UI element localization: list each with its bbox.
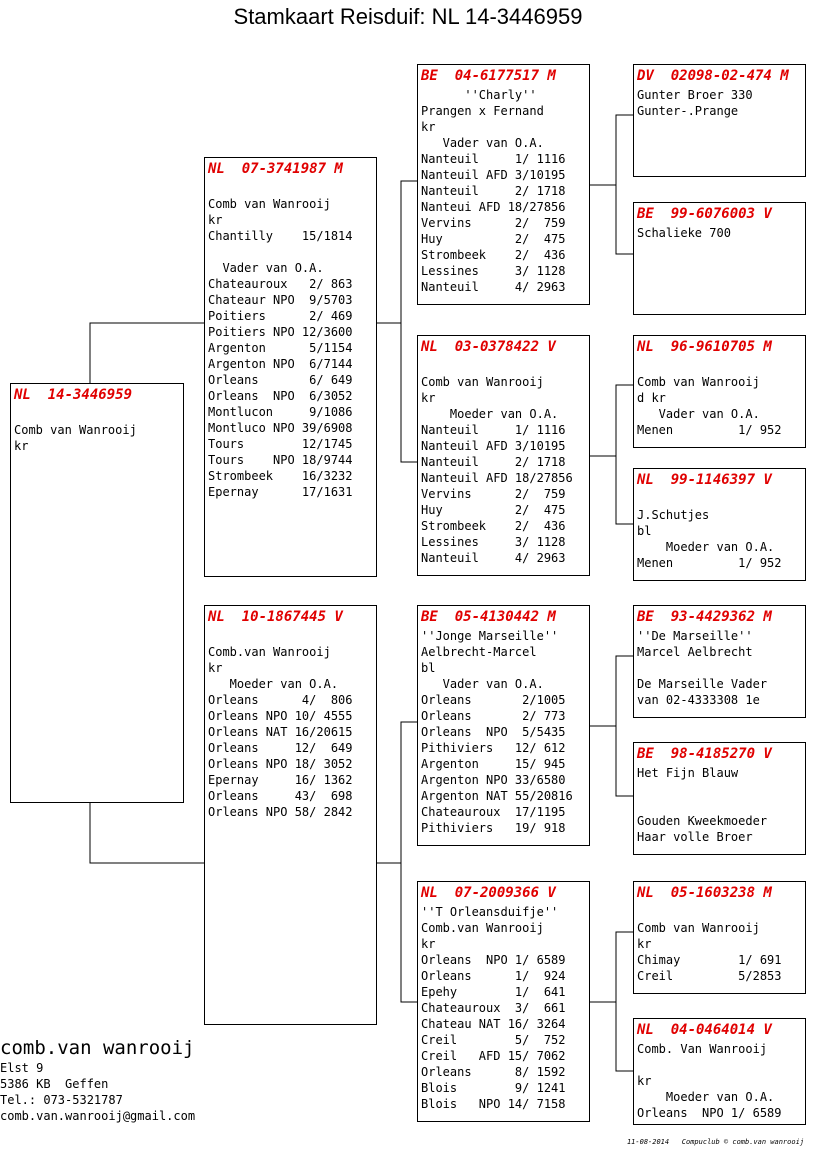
paternal-grandmother-details	[421, 358, 586, 566]
detail-line: Moeder van O.A.	[637, 540, 775, 554]
great-grandparent-card-fmf	[633, 335, 806, 448]
detail-line: Chateau NAT 16/ 3264	[421, 1017, 566, 1031]
great-grandparent-details	[637, 628, 802, 708]
detail-line: bl	[421, 661, 436, 675]
detail-line: Gouden Kweekmoeder	[637, 814, 768, 828]
great-grandparent-card-mfm	[633, 742, 806, 855]
detail-line: Nanteuil AFD 3/10195	[421, 168, 566, 182]
paternal-grandfather-ring-number: BE 04-6177517 M	[421, 68, 556, 84]
detail-line: Strombeek 2/ 436	[421, 248, 566, 262]
detail-line: Epernay 17/1631	[208, 485, 353, 499]
great-grandparent-card-fmm	[633, 468, 806, 581]
detail-line: Creil AFD 15/ 7062	[421, 1049, 566, 1063]
detail-line: ''De Marseille''	[637, 629, 753, 643]
detail-line: kr	[421, 120, 436, 134]
detail-line: Pithiviers 19/ 918	[421, 821, 566, 835]
detail-line	[637, 797, 802, 813]
detail-line: Creil 5/ 752	[421, 1033, 566, 1047]
detail-line: Nanteuil 4/ 2963	[421, 551, 566, 565]
detail-line: Comb van Wanrooij	[421, 375, 544, 389]
detail-line	[637, 358, 802, 374]
detail-line: Comb van Wanrooij	[14, 423, 137, 437]
detail-line: Nanteuil 2/ 1718	[421, 184, 566, 198]
detail-line: Orleans 8/ 1592	[421, 1065, 566, 1079]
detail-line: Orleans 2/ 773	[421, 709, 566, 723]
subject-details	[14, 406, 180, 454]
detail-line: ''Jonge Marseille''	[421, 629, 559, 643]
great-grandparent-ring-number: BE 98-4185270 V	[637, 746, 772, 762]
detail-line: Chateauroux 2/ 863	[208, 277, 353, 291]
detail-line: Orleans NPO 10/ 4555	[208, 709, 353, 723]
detail-line: Epehy 1/ 641	[421, 985, 566, 999]
detail-line: Vader van O.A.	[421, 136, 544, 150]
detail-line	[637, 491, 802, 507]
father-details	[208, 180, 373, 500]
detail-line: Orleans NPO 58/ 2842	[208, 805, 353, 819]
great-grandparent-ring-number: BE 93-4429362 M	[637, 609, 772, 625]
detail-line: kr	[637, 937, 652, 951]
great-grandparent-details	[637, 225, 802, 241]
detail-line: Vader van O.A.	[637, 407, 760, 421]
detail-line	[637, 781, 802, 797]
owner-address: Elst 9	[0, 1061, 44, 1075]
detail-line: Orleans NPO 5/5435	[421, 725, 566, 739]
detail-line: Tours NPO 18/9744	[208, 453, 353, 467]
detail-line: Aelbrecht-Marcel	[421, 645, 537, 659]
detail-line: Chateauroux 17/1195	[421, 805, 566, 819]
detail-line: Comb. Van Wanrooij	[637, 1042, 768, 1056]
detail-line: Menen 1/ 952	[637, 423, 782, 437]
subject-ring-number: NL 14-3446959	[14, 387, 133, 403]
detail-line: Het Fijn Blauw	[637, 766, 739, 780]
detail-line: Poitiers NPO 12/3600	[208, 325, 353, 339]
great-grandparent-ring-number: BE 99-6076003 V	[637, 206, 772, 222]
detail-line: Nanteuil 1/ 1116	[421, 152, 566, 166]
detail-line: Nanteuil 1/ 1116	[421, 423, 566, 437]
detail-line: Blois NPO 14/ 7158	[421, 1097, 566, 1111]
detail-line: Orleans 1/ 924	[421, 969, 566, 983]
paternal-grandmother-card	[417, 335, 590, 576]
detail-line: Tours 12/1745	[208, 437, 353, 451]
detail-line: Argenton NPO 33/6580	[421, 773, 566, 787]
mother-card	[204, 605, 377, 1025]
detail-line: Orleans NPO 1/ 6589	[637, 1106, 782, 1120]
mother-details	[208, 628, 373, 820]
detail-line: Epernay 16/ 1362	[208, 773, 353, 787]
father-card	[204, 157, 377, 577]
detail-line: Lessines 3/ 1128	[421, 264, 566, 278]
detail-line	[14, 406, 180, 422]
great-grandparent-details	[637, 1041, 802, 1121]
great-grandparent-ring-number: NL 96-9610705 M	[637, 339, 772, 355]
detail-line: bl	[637, 524, 652, 538]
detail-line: ''T Orleansduifje''	[421, 905, 559, 919]
detail-line: Gunter-.Prange	[637, 104, 739, 118]
detail-line: Vader van O.A.	[421, 677, 544, 691]
detail-line: ''Charly''	[421, 88, 537, 102]
owner-phone: Tel.: 073-5321787	[0, 1093, 123, 1107]
detail-line	[208, 244, 373, 260]
detail-line: Comb van Wanrooij	[208, 197, 331, 211]
detail-line: Vader van O.A.	[208, 261, 324, 275]
detail-line: Comb van Wanrooij	[637, 375, 760, 389]
father-ring-number: NL 07-3741987 M	[208, 161, 343, 177]
detail-line: Comb.van Wanrooij	[421, 921, 544, 935]
detail-line: Nanteuil AFD 18/27856	[421, 471, 573, 485]
detail-line: Blois 9/ 1241	[421, 1081, 566, 1095]
detail-line: Orleans NPO 6/3052	[208, 389, 353, 403]
detail-line: Poitiers 2/ 469	[208, 309, 353, 323]
maternal-grandmother-card	[417, 881, 590, 1122]
great-grandparent-ring-number: DV 02098-02-474 M	[637, 68, 789, 84]
detail-line: De Marseille Vader	[637, 677, 768, 691]
detail-line: Haar volle Broer	[637, 830, 753, 844]
detail-line: Montluco NPO 39/6908	[208, 421, 353, 435]
detail-line: kr	[208, 213, 223, 227]
detail-line: Orleans 6/ 649	[208, 373, 353, 387]
detail-line: van 02-4333308 1e	[637, 693, 760, 707]
detail-line: d kr	[637, 391, 666, 405]
paternal-grandmother-ring-number: NL 03-0378422 V	[421, 339, 556, 355]
detail-line: kr	[421, 937, 436, 951]
detail-line: Orleans 12/ 649	[208, 741, 353, 755]
detail-line: Orleans 4/ 806	[208, 693, 353, 707]
paternal-grandfather-details	[421, 87, 586, 295]
detail-line	[421, 358, 586, 374]
detail-line: Chantilly 15/1814	[208, 229, 353, 243]
detail-line: Moeder van O.A.	[208, 677, 339, 691]
detail-line: Orleans NAT 16/20615	[208, 725, 353, 739]
detail-line: Gunter Broer 330	[637, 88, 753, 102]
subject-card	[10, 383, 184, 803]
maternal-grandfather-card	[417, 605, 590, 846]
great-grandparent-ring-number: NL 99-1146397 V	[637, 472, 772, 488]
detail-line: Nanteuil 2/ 1718	[421, 455, 566, 469]
great-grandparent-card-ffm	[633, 202, 806, 315]
detail-line: Pithiviers 12/ 612	[421, 741, 566, 755]
great-grandparent-ring-number: NL 05-1603238 M	[637, 885, 772, 901]
detail-line: Huy 2/ 475	[421, 232, 566, 246]
detail-line: Orleans 43/ 698	[208, 789, 353, 803]
detail-line: Creil 5/2853	[637, 969, 782, 983]
detail-line: Menen 1/ 952	[637, 556, 782, 570]
detail-line: Nanteuil 4/ 2963	[421, 280, 566, 294]
detail-line: J.Schutjes	[637, 508, 710, 522]
detail-line: Vervins 2/ 759	[421, 487, 566, 501]
detail-line: Chimay 1/ 691	[637, 953, 782, 967]
detail-line	[208, 180, 373, 196]
detail-line: Argenton 5/1154	[208, 341, 353, 355]
detail-line: Argenton 15/ 945	[421, 757, 566, 771]
great-grandparent-card-fff	[633, 64, 806, 177]
detail-line: Orleans NPO 1/ 6589	[421, 953, 566, 967]
detail-line: Nanteuil AFD 3/10195	[421, 439, 566, 453]
detail-line: Prangen x Fernand	[421, 104, 544, 118]
detail-line: Marcel Aelbrecht	[637, 645, 753, 659]
detail-line	[637, 660, 802, 676]
detail-line: Huy 2/ 475	[421, 503, 566, 517]
detail-line: Nanteui AFD 18/27856	[421, 200, 566, 214]
detail-line: Montlucon 9/1086	[208, 405, 353, 419]
detail-line: Comb.van Wanrooij	[208, 645, 331, 659]
detail-line: Chateauroux 3/ 661	[421, 1001, 566, 1015]
maternal-grandmother-details	[421, 904, 586, 1112]
great-grandparent-card-mmm	[633, 1018, 806, 1125]
detail-line: Schalieke 700	[637, 226, 731, 240]
owner-postal: 5386 KB Geffen	[0, 1077, 109, 1091]
detail-line: kr	[14, 439, 29, 453]
paternal-grandfather-card	[417, 64, 590, 305]
great-grandparent-details	[637, 904, 802, 984]
owner-email: comb.van.wanrooij@gmail.com	[0, 1109, 196, 1123]
detail-line: Strombeek 16/3232	[208, 469, 353, 483]
detail-line: Lessines 3/ 1128	[421, 535, 566, 549]
detail-line: Orleans NPO 18/ 3052	[208, 757, 353, 771]
maternal-grandfather-details	[421, 628, 586, 836]
owner-block	[0, 1036, 195, 1124]
detail-line: Strombeek 2/ 436	[421, 519, 566, 533]
footer-credit: Compuclub © comb.van wanrooij	[681, 1138, 804, 1146]
page-title: Stamkaart Reisduif: NL 14-3446959	[233, 4, 583, 29]
detail-line: Argenton NAT 55/20816	[421, 789, 573, 803]
maternal-grandfather-ring-number: BE 05-4130442 M	[421, 609, 556, 625]
detail-line: Vervins 2/ 759	[421, 216, 566, 230]
detail-line: Comb van Wanrooij	[637, 921, 760, 935]
detail-line: kr	[208, 661, 223, 675]
detail-line: Chateaur NPO 9/5703	[208, 293, 353, 307]
mother-ring-number: NL 10-1867445 V	[208, 609, 343, 625]
footer	[627, 1138, 804, 1146]
detail-line: kr	[421, 391, 436, 405]
great-grandparent-card-mff	[633, 605, 806, 718]
detail-line: Orleans 2/1005	[421, 693, 566, 707]
detail-line	[208, 628, 373, 644]
detail-line: Argenton NPO 6/7144	[208, 357, 353, 371]
detail-line	[637, 904, 802, 920]
great-grandparent-card-mmf	[633, 881, 806, 994]
detail-line: kr	[637, 1074, 652, 1088]
owner-name: comb.van wanrooij	[0, 1037, 195, 1059]
great-grandparent-ring-number: NL 04-0464014 V	[637, 1022, 772, 1038]
detail-line: Moeder van O.A.	[637, 1090, 775, 1104]
great-grandparent-details	[637, 358, 802, 438]
great-grandparent-details	[637, 491, 802, 571]
maternal-grandmother-ring-number: NL 07-2009366 V	[421, 885, 556, 901]
great-grandparent-details	[637, 765, 802, 845]
great-grandparent-details	[637, 87, 802, 119]
detail-line: Moeder van O.A.	[421, 407, 559, 421]
footer-date: 11-08-2014	[626, 1138, 670, 1146]
detail-line	[637, 1057, 802, 1073]
